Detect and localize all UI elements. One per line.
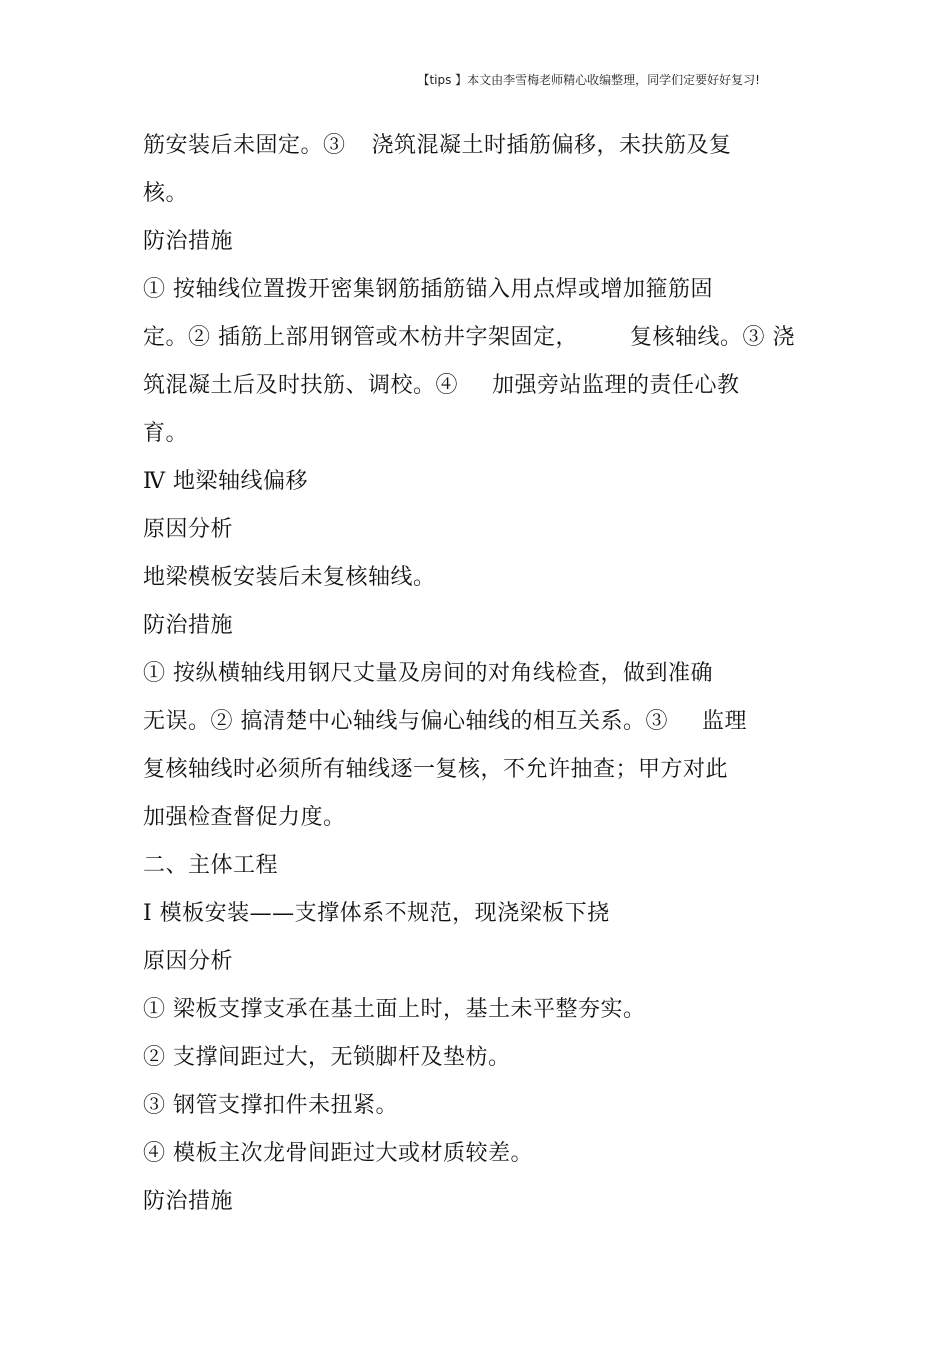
section-heading: 二、主体工程 bbox=[143, 853, 279, 878]
paragraph-line bbox=[143, 368, 823, 416]
list-item: ① 按纵横轴线用钢尺丈量及房间的对角线检查，做到准确 bbox=[143, 661, 713, 686]
section-heading: 防治措施 bbox=[143, 1189, 234, 1214]
paragraph-line: 核。 bbox=[143, 181, 189, 206]
list-item: ③ 钢管支撑扣件未扭紧。 bbox=[143, 1093, 398, 1118]
text-span: 无误。② 搞清楚中心轴线与偏心轴线的相互关系。③ bbox=[143, 709, 668, 734]
section-heading: 防治措施 bbox=[143, 229, 234, 254]
section-heading: 防治措施 bbox=[143, 613, 234, 638]
paragraph-line: 加强检查督促力度。 bbox=[143, 805, 346, 830]
text-span: 加强旁站监理的责任心教 bbox=[492, 373, 740, 398]
paragraph-line: 复核轴线时必须所有轴线逐一复核，不允许抽查；甲方对此 bbox=[143, 757, 729, 782]
text-span: 复核轴线。③ 浇 bbox=[630, 325, 795, 350]
document-body bbox=[143, 128, 823, 1232]
tips-header: 【tips 】本文由李雪梅老师精心收编整理，同学们定要好好复习! bbox=[417, 73, 760, 87]
text-span: 监理 bbox=[702, 709, 748, 734]
list-item: ② 支撑间距过大，无锁脚杆及垫枋。 bbox=[143, 1045, 511, 1070]
paragraph-line: 地梁模板安装后未复核轴线。 bbox=[143, 565, 436, 590]
text-span: 定。② 插筋上部用钢管或木枋井字架固定， bbox=[143, 325, 578, 350]
section-heading: 原因分析 bbox=[143, 949, 234, 974]
list-item: ① 梁板支撑支承在基土面上时，基土未平整夯实。 bbox=[143, 997, 646, 1022]
paragraph-line: 育。 bbox=[143, 421, 189, 446]
text-span: 筋安装后未固定。③ bbox=[143, 133, 346, 158]
paragraph-line bbox=[143, 704, 823, 752]
section-heading: Ⅰ 模板安装——支撑体系不规范，现浇梁板下挠 bbox=[143, 901, 610, 926]
text-span: 筑混凝土后及时扶筋、调校。④ bbox=[143, 373, 459, 398]
section-heading: Ⅳ 地梁轴线偏移 bbox=[143, 469, 308, 494]
paragraph-line bbox=[143, 320, 823, 368]
section-heading: 原因分析 bbox=[143, 517, 234, 542]
list-item: ① 按轴线位置拨开密集钢筋插筋锚入用点焊或增加箍筋固 bbox=[143, 277, 713, 302]
list-item: ④ 模板主次龙骨间距过大或材质较差。 bbox=[143, 1141, 533, 1166]
text-span: 浇筑混凝土时插筋偏移，未扶筋及复 bbox=[371, 133, 732, 158]
paragraph-line bbox=[143, 128, 823, 176]
